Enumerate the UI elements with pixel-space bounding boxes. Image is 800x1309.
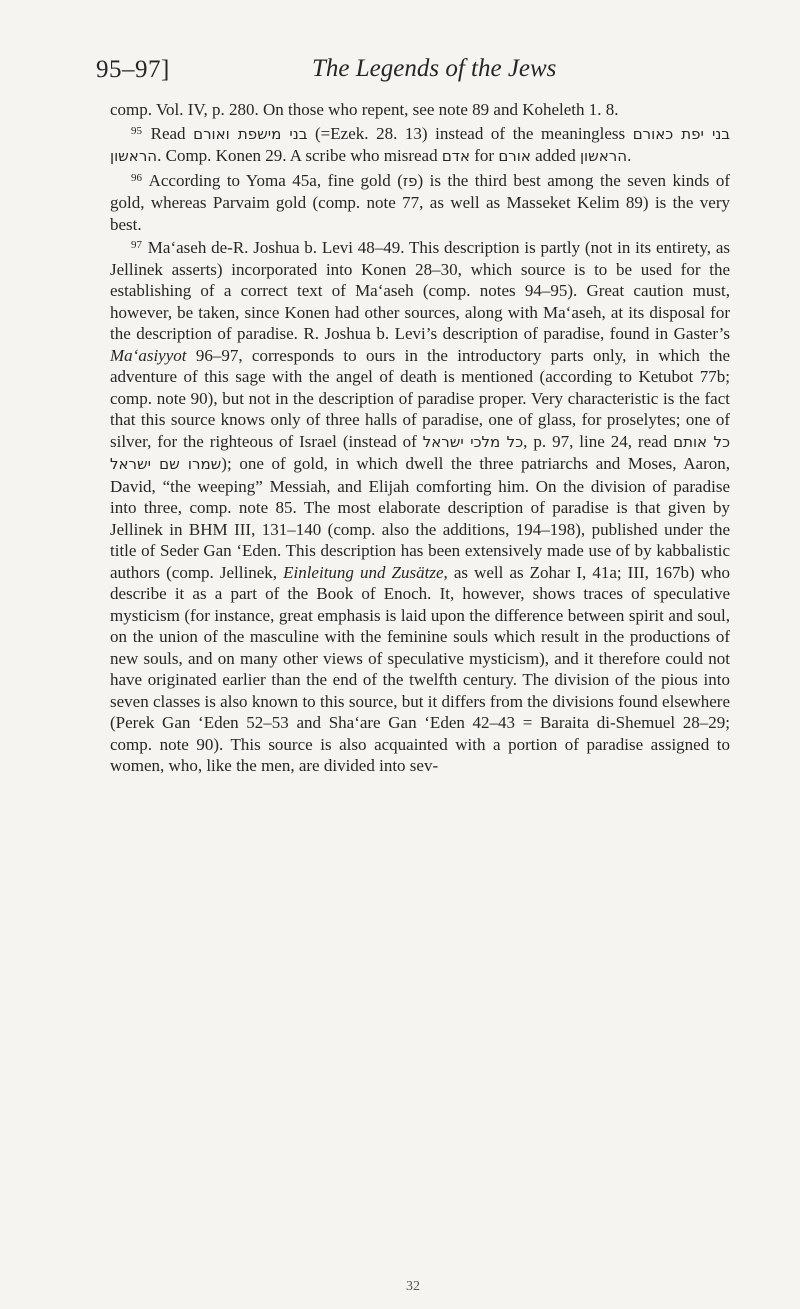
running-header	[96, 52, 740, 88]
note-text: According to Yoma 45a, fine gold (	[148, 170, 403, 190]
hebrew-phrase: אדם	[441, 147, 470, 165]
note-text: ); one of gold, in which dwell the three patriarchs and Moses, Aaron, David, “the weeping” Messiah, and Elijah comforting him. On the division of paradise into three, comp. note 85. The most elaborate description of paradise is that given by Jellinek in BHM III, 131–140 (comp. also the additions, 194–198), published under the title of Seder Gan ‘Eden. This description has been extensively made use of by kabbalistic authors (comp. Jellinek,	[110, 454, 730, 582]
hebrew-phrase: פז	[402, 171, 418, 190]
note-text: Ma‘aseh de-R. Joshua b. Levi 48–49. This description is partly (not in its entirety, as Jellinek asserts) incorporated into Konen 28–30, which source is to be used for the establishing of a correct text of Ma‘aseh (comp. notes 94–95). Great caution must, however, be taken, since Konen had other sources, along with Ma‘aseh, at its disposal for the description of paradise. R. Joshua b. Levi’s description of paradise, found in Gaster’s	[110, 238, 730, 343]
endnote	[110, 168, 730, 236]
note-text: added	[530, 146, 580, 165]
hebrew-phrase: כל אותם שמרו שם ישראל	[110, 432, 730, 473]
endnote	[110, 235, 730, 777]
note-number: 95	[131, 124, 142, 137]
note-text: . Comp. Konen 29. A scribe who misread	[157, 146, 442, 165]
hebrew-phrase: הראשון	[579, 147, 628, 165]
note-text: (=Ezek. 28. 13) instead of the meaningless	[307, 123, 633, 143]
note-text: , as well as Zohar I, 41a; III, 167b) who describe it as a part of the Book of Enoch. It, however, shows traces of speculative mysticism (for instance, great emphasis is laid upon the difference between spirit and soul, on the union of the masculine with the feminine souls which result in the productions of new souls, and on many other views of speculative mysticism), and it therefore could not have originated earlier than the end of the twelfth century. The division of the pious into seven classes is also known to this source, but it differs from the divisions found elsewhere (Perek Gan ‘Eden 52–53 and Sha‘are Gan ‘Eden 42–43 = Baraita di-Shemuel 28–29; comp. note 90). This source is also acquainted with a portion of paradise assigned to women, who, like the men, are divided into sev-	[110, 562, 730, 775]
italic-title: Ma‘asiyyot	[110, 345, 187, 365]
note-text: Read	[150, 123, 194, 143]
page-range: 95–97]	[96, 56, 170, 83]
endnotes-body	[110, 99, 730, 777]
hebrew-phrase: בני מישפת ואורם	[193, 124, 308, 143]
running-title: The Legends of the Jews	[312, 55, 557, 82]
endnote	[110, 121, 730, 168]
hebrew-phrase: כל מלכי ישראל	[422, 432, 524, 451]
note-text: .	[627, 146, 632, 165]
note-text: , p. 97, line 24, read	[523, 431, 674, 451]
note-text: comp. Vol. IV, p. 280. On those who repent, see note 89 and Koheleth 1. 8.	[110, 100, 619, 119]
hebrew-phrase: בני יפת כאורם הראשון	[110, 124, 730, 165]
note-number: 96	[131, 171, 142, 184]
page-number: 32	[406, 1279, 420, 1294]
hebrew-phrase: אורם	[498, 147, 531, 165]
note-number: 97	[131, 239, 142, 251]
note-text: ) is the third best among the seven kinds of gold, whereas Parvaim gold (comp. note 77, as well as Masseket Kelim 89) is the very best.	[110, 170, 730, 234]
italic-title: Einleitung und Zusätze	[283, 562, 444, 582]
note-continuation	[110, 99, 730, 121]
note-text: for	[470, 146, 499, 165]
note-text: 96–97, corresponds to ours in the introductory parts only, in which the adventure of this sage with the angel of death is mentioned (according to Ketubot 77b; comp. note 90), but not in the description of paradise proper. Very characteristic is the fact that this source knows only of three halls of paradise, one of glass, for proselytes; one of silver, for the righteous of Israel (instead of	[110, 345, 730, 451]
